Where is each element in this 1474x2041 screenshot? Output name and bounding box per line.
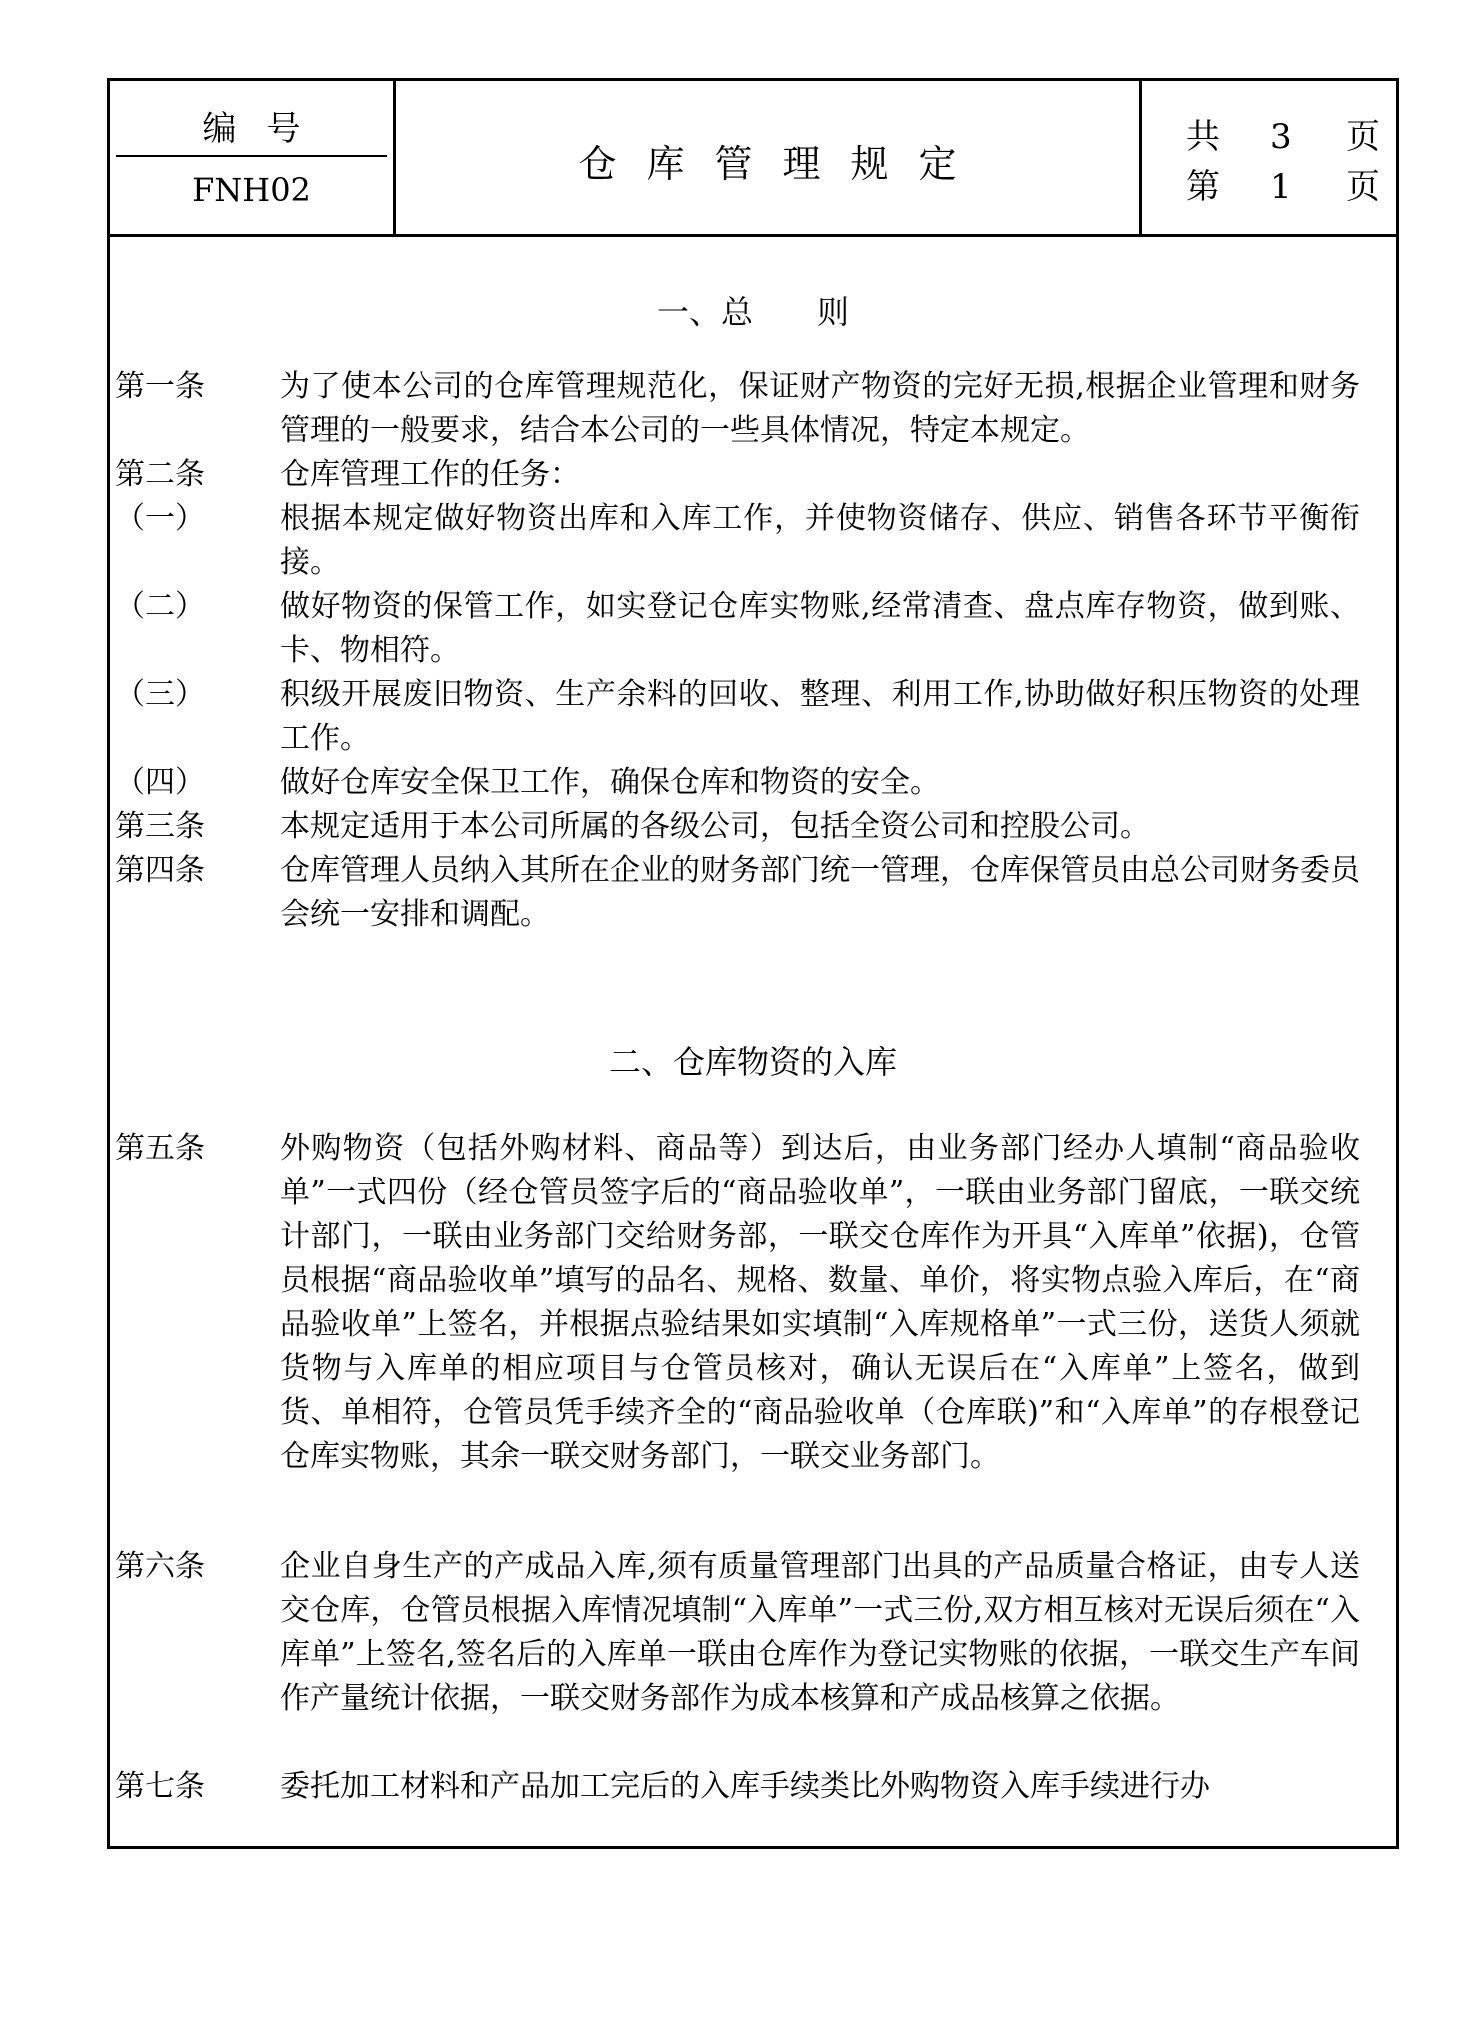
current-suffix: 页 <box>1346 167 1380 207</box>
article-text: 仓库管理工作的任务： <box>280 457 580 492</box>
article-text: 本规定适用于本公司所属的各级公司，包括全资公司和控股公司。 <box>280 809 1150 844</box>
article-label: （二） <box>115 589 205 624</box>
document-header <box>110 81 1396 237</box>
article-label: （三） <box>115 677 205 712</box>
section-heading: 一、总 则 <box>656 293 849 331</box>
article-label: 第七条 <box>115 1769 205 1804</box>
article-text: 做好物资的保管工作，如实登记仓库实物账,经常清查、盘点库存物资，做到账、卡、物相符。 <box>280 589 1360 668</box>
current-page <box>1186 159 1380 208</box>
article-text: 委托加工材料和产品加工完后的入库手续类比外购物资入库手续进行办 <box>280 1769 1210 1804</box>
code-cell <box>110 81 396 234</box>
article-label: 第三条 <box>115 809 205 844</box>
total-suffix: 页 <box>1346 117 1380 157</box>
current-prefix: 第 <box>1186 167 1220 207</box>
code-divider <box>116 155 387 157</box>
section-heading: 二、仓库物资的入库 <box>608 1043 897 1081</box>
article-label: （四） <box>115 765 205 800</box>
document-frame <box>107 78 1399 1849</box>
document-title: 仓库管理规定 <box>578 142 987 186</box>
total-prefix: 共 <box>1186 117 1220 157</box>
article-label: 第二条 <box>115 457 205 492</box>
total-pages-number: 3 <box>1270 117 1292 157</box>
article-label: 第六条 <box>115 1549 205 1584</box>
title-cell <box>396 81 1142 234</box>
article-text: 仓库管理人员纳入其所在企业的财务部门统一管理，仓库保管员由总公司财务委员会统一安排和调配。 <box>280 853 1360 932</box>
article-text: 积级开展废旧物资、生产余料的回收、整理、利用工作,协助做好积压物资的处理工作。 <box>280 677 1360 756</box>
article-label: 第四条 <box>115 853 205 888</box>
article-label: 第五条 <box>115 1131 205 1166</box>
current-page-number: 1 <box>1270 167 1292 207</box>
article-text: 做好仓库安全保卫工作，确保仓库和物资的安全。 <box>280 765 940 800</box>
article-text: 为了使本公司的仓库管理规范化，保证财产物资的完好无损,根据企业管理和财务管理的一般要求，结合本公司的一些具体情况，特定本规定。 <box>280 369 1360 448</box>
article-label: 第一条 <box>115 369 205 404</box>
article-text: 外购物资（包括外购材料、商品等）到达后，由业务部门经办人填制“商品验收单”一式四份（经仓管员签字后的“商品验收单”，一联由业务部门留底，一联交统计部门，一联由业务部门交给财务部，一联交仓库作为开具“入库单”依据)，仓管员根据“商品验收单”填写的品名、规格、数量、单价，将实物点验入库后，在“商品验收单”上签名，并根据点验结果如实填制“入库规格单”一式三份，送货人须就货物与入库单的相应项目与仓管员核对，确认无误后在“入库单”上签名，做到货、单相符，仓管员凭手续齐全的“商品验收单（仓库联)”和“入库单”的存根登记仓库实物账，其余一联交财务部门，一联交业务部门。 <box>280 1131 1360 1474</box>
article-text: 根据本规定做好物资出库和入库工作，并使物资储存、供应、销售各环节平衡衔接。 <box>280 501 1360 580</box>
page-count-cell <box>1142 81 1396 234</box>
code-value: FNH02 <box>192 171 311 209</box>
article-label: （一） <box>115 501 205 536</box>
article-text: 企业自身生产的产成品入库,须有质量管理部门出具的产品质量合格证，由专人送交仓库，仓管员根据入库情况填制“入库单”一式三份,双方相互核对无误后须在“入库单”上签名,签名后的入库单一联由仓库作为登记实物账的依据，一联交生产车间作产量统计依据，一联交财务部作为成本核算和产成品核算之依据。 <box>280 1549 1360 1716</box>
code-label: 编号 <box>202 109 331 149</box>
total-pages <box>1186 109 1380 158</box>
